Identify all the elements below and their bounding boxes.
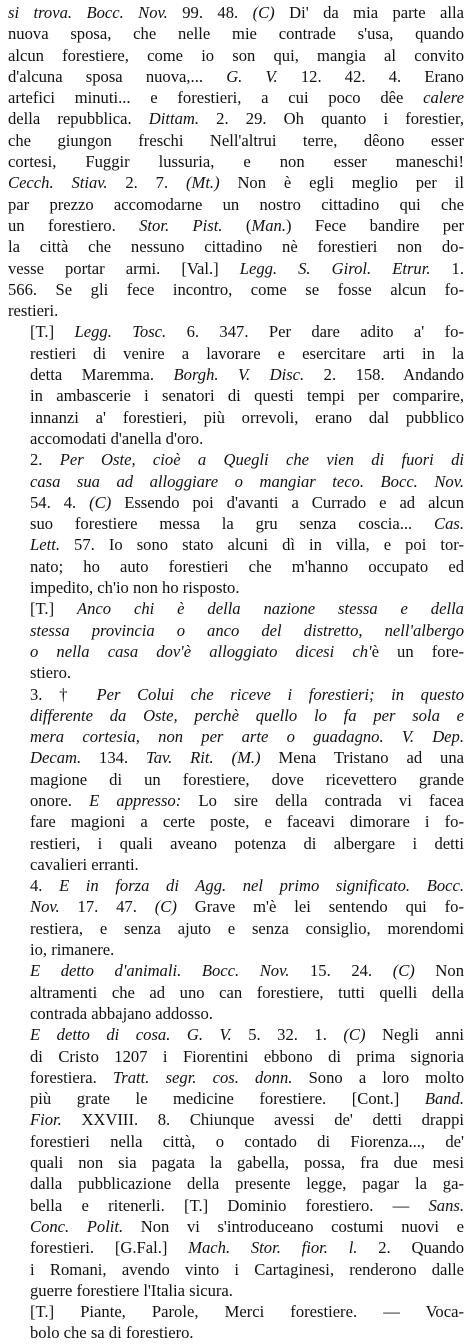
text-line bbox=[8, 385, 464, 406]
italic-text: E in forza di Agg. nel primo significato. Bocc. bbox=[59, 876, 464, 896]
text-line bbox=[8, 236, 464, 257]
text-line bbox=[8, 875, 464, 896]
text-line bbox=[8, 1088, 464, 1109]
italic-text: mera cortesia, non per arte o guadagno. V. Dep. bbox=[30, 727, 464, 747]
text-segment: Grave m'è lei sentendo qui fo- bbox=[176, 897, 464, 917]
text-segment: alcun forestiere, come io son qui, mangia al convito bbox=[8, 45, 464, 65]
text-segment: 1. bbox=[430, 258, 464, 278]
text-segment: io, rimanere. bbox=[30, 940, 115, 960]
text-segment: 134. bbox=[81, 748, 146, 768]
text-segment: impedito, ch'io non ho risposto. bbox=[30, 578, 240, 598]
italic-text: Decam. bbox=[30, 748, 82, 768]
text-segment: è un fore- bbox=[371, 641, 464, 661]
text-segment: più grate le medicine forestiere. [Cont.] bbox=[30, 1089, 425, 1109]
italic-text: Tratt. segr. cos. donn. bbox=[112, 1067, 293, 1087]
text-segment: forestiera. bbox=[30, 1067, 113, 1087]
text-line bbox=[8, 1046, 464, 1067]
text-segment: d'alcuna sposa nuova,... bbox=[8, 66, 227, 86]
text-segment: Non vi s'introduceano costumi nuovi e bbox=[123, 1216, 464, 1236]
text-line bbox=[8, 1152, 464, 1173]
italic-text: Legg. Tosc. bbox=[74, 322, 167, 342]
text-segment: 54. 4. bbox=[30, 492, 90, 512]
text-segment: bella e ritenerli. [T.] Dominio forestiero. — bbox=[30, 1195, 429, 1215]
entry-paragraph bbox=[8, 1024, 464, 1301]
text-segment: 2. Quando bbox=[357, 1238, 464, 1258]
text-segment: 5. 32. 1. bbox=[231, 1025, 344, 1045]
text-segment: restiera, e senza ajuto e senza consiglio, morendomi bbox=[30, 918, 464, 938]
italic-text: (C) bbox=[252, 3, 275, 22]
text-line bbox=[8, 87, 464, 108]
text-segment: nato; ho auto forestieri che m'hanno occupato ed bbox=[30, 556, 464, 576]
italic-text: Cecch. Stiav. bbox=[8, 173, 108, 193]
text-line bbox=[8, 1216, 464, 1237]
entry-paragraph bbox=[8, 2, 464, 321]
text-line bbox=[8, 66, 464, 87]
entry-paragraph bbox=[8, 1301, 464, 1344]
entry-paragraph bbox=[8, 960, 464, 1024]
italic-text: Lett. bbox=[30, 535, 60, 555]
text-segment: 3. † bbox=[30, 684, 97, 704]
italic-text: Per Oste, cioè a Quegli che vien di fuori di bbox=[59, 450, 464, 470]
italic-text: Legg. S. Girol. Etrur. bbox=[239, 258, 431, 278]
text-line bbox=[8, 833, 464, 854]
text-segment: Essendo poi d'avanti a Currado e ad alcun bbox=[111, 492, 464, 512]
italic-text: Conc. Polit. bbox=[30, 1216, 124, 1236]
text-segment: XXVIII. 8. Chiunque avessi de' detti drappi bbox=[61, 1110, 464, 1130]
entry-paragraph bbox=[8, 875, 464, 960]
text-segment: 17. 47. bbox=[59, 897, 155, 917]
text-segment: onore. bbox=[30, 790, 90, 810]
text-line bbox=[8, 364, 464, 385]
italic-text: (C) bbox=[89, 492, 112, 512]
entry-paragraph bbox=[8, 321, 464, 449]
italic-text: (C) bbox=[343, 1025, 366, 1045]
italic-text: Anco chi è della nazione stessa e della bbox=[77, 599, 464, 619]
text-segment: contrada abbajano addosso. bbox=[30, 1003, 213, 1023]
text-line bbox=[8, 896, 464, 917]
text-segment: magione di un forestiere, dove ricevettero grande bbox=[30, 769, 464, 789]
text-line bbox=[8, 854, 464, 875]
text-line bbox=[8, 556, 464, 577]
italic-text: stessa provincia o anco del distretto, nell'albergo bbox=[30, 620, 464, 640]
text-segment: dalla pubblicazione della presente legge, pagar la ga- bbox=[30, 1174, 464, 1194]
text-segment: restieri, i quali aveano potenza di albergare i detti bbox=[30, 833, 464, 853]
text-segment: stiero. bbox=[30, 663, 72, 683]
text-segment: accomodati d'anella d'oro. bbox=[30, 428, 204, 448]
text-segment: guerre forestiere l'Italia sicura. bbox=[30, 1280, 233, 1300]
italic-text: casa sua ad alloggiare o mangiar teco. Bocc. Nov. bbox=[30, 471, 464, 491]
text-line bbox=[8, 598, 464, 619]
text-line bbox=[8, 45, 464, 66]
text-line bbox=[8, 215, 464, 236]
text-segment: Non bbox=[414, 961, 464, 981]
text-segment: suo forestiere messa la gru senza coscia... bbox=[30, 514, 435, 534]
text-segment: 57. Io sono stato alcuni dì in villa, e poi tor- bbox=[59, 535, 464, 555]
text-line bbox=[8, 471, 464, 492]
text-segment: quali non sia pagata la gabella, possa, fra due mesi bbox=[30, 1153, 464, 1173]
text-line bbox=[8, 620, 464, 641]
text-segment: restieri di venire a lavorare e esercitare arti in la bbox=[30, 343, 464, 363]
text-segment: Mena Tristano ad una bbox=[260, 748, 464, 768]
text-segment: cortesi, Fuggir lussuria, e non esser maneschi! bbox=[8, 152, 464, 172]
entry-paragraph bbox=[8, 684, 464, 876]
text-line bbox=[8, 1024, 464, 1045]
text-segment: 2. bbox=[30, 450, 60, 470]
italic-text: Fior. bbox=[30, 1110, 62, 1130]
text-line bbox=[8, 108, 464, 129]
text-line bbox=[8, 1280, 464, 1301]
text-segment: Lo sire della contrada vi facea bbox=[181, 790, 464, 810]
italic-text: (C) bbox=[154, 897, 177, 917]
text-line bbox=[8, 662, 464, 683]
text-segment: 2. 29. Oh quanto i forestier, bbox=[199, 109, 464, 129]
text-segment: restieri. bbox=[8, 301, 59, 321]
text-line bbox=[8, 982, 464, 1003]
text-segment: un forestiero. bbox=[8, 215, 140, 235]
text-line bbox=[8, 769, 464, 790]
text-line bbox=[8, 641, 464, 662]
text-line bbox=[8, 130, 464, 151]
text-line bbox=[8, 684, 464, 705]
text-line bbox=[8, 449, 464, 470]
text-segment: [T.] bbox=[30, 599, 77, 619]
text-line bbox=[8, 1003, 464, 1024]
text-line bbox=[8, 279, 464, 300]
text-segment: innanzi a' forestieri, più orrevoli, erano dal pubblico bbox=[30, 407, 464, 427]
text-segment: i Romani, avendo vinto i Cartaginesi, renderono dalle bbox=[30, 1259, 464, 1279]
text-segment: della repubblica. bbox=[8, 109, 149, 129]
text-line bbox=[8, 747, 464, 768]
entry-paragraph bbox=[8, 449, 464, 598]
text-line bbox=[8, 300, 464, 321]
text-segment: 6. 347. Per dare adito a' fo- bbox=[166, 322, 464, 342]
italic-text: E appresso: bbox=[89, 790, 182, 810]
entry-paragraph bbox=[8, 598, 464, 683]
text-segment: 2. 158. Andando bbox=[304, 365, 464, 385]
text-line bbox=[8, 1301, 464, 1322]
text-segment: [T.] Piante, Parole, Merci forestiere. — Voca- bbox=[30, 1302, 464, 1322]
italic-text: Cas. bbox=[434, 514, 464, 534]
text-segment: [T.] bbox=[30, 322, 75, 342]
text-line bbox=[8, 811, 464, 832]
text-segment: detta Maremma. bbox=[30, 365, 174, 385]
text-segment: bolo che sa di forestiero. bbox=[30, 1323, 194, 1343]
text-segment: 4. bbox=[30, 876, 60, 896]
text-segment: ( bbox=[222, 215, 252, 235]
text-segment: ) Fece bandire per bbox=[285, 215, 464, 235]
text-line bbox=[8, 960, 464, 981]
text-line bbox=[8, 492, 464, 513]
italic-text: Dittam. bbox=[148, 109, 199, 129]
italic-text: G. V. bbox=[226, 66, 278, 86]
text-segment: la città che nessuno cittadino nè forestieri non do- bbox=[8, 237, 464, 257]
text-line bbox=[8, 513, 464, 534]
text-line bbox=[8, 790, 464, 811]
text-segment: in ambascerie i senatori di questi tempi per comparire, bbox=[30, 386, 464, 406]
text-segment: 566. Se gli fece incontro, come se fosse alcun fo- bbox=[8, 279, 464, 299]
text-line bbox=[8, 1109, 464, 1130]
text-line bbox=[8, 577, 464, 598]
text-segment: 12. 42. 4. Erano bbox=[277, 66, 464, 86]
text-segment: altramenti che ad uno can forestiere, tutti quelli della bbox=[30, 982, 464, 1002]
text-line bbox=[8, 172, 464, 193]
text-line bbox=[8, 1237, 464, 1258]
italic-text: Stor. Pist. bbox=[139, 215, 223, 235]
text-line bbox=[8, 1322, 464, 1343]
text-segment: 99. 48. bbox=[167, 3, 253, 22]
text-line bbox=[8, 918, 464, 939]
text-segment: di Cristo 1207 i Fiorentini ebbono di prima signoria bbox=[30, 1046, 464, 1066]
text-segment: vesse portar armi. [Val.] bbox=[8, 258, 240, 278]
text-segment: nuova sposa, che nelle mie contrade s'usa, quando bbox=[8, 24, 464, 44]
text-line bbox=[8, 1131, 464, 1152]
text-segment: Sono a loro molto bbox=[292, 1067, 464, 1087]
italic-text: E detto di cosa. G. V. bbox=[30, 1025, 232, 1045]
text-segment: 15. 24. bbox=[289, 961, 393, 981]
italic-text: E detto d'animali. Bocc. Nov. bbox=[30, 961, 290, 981]
text-line bbox=[8, 1195, 464, 1216]
text-line bbox=[8, 428, 464, 449]
text-line bbox=[8, 534, 464, 555]
text-segment: Di' da mia parte alla bbox=[274, 3, 464, 22]
text-segment: cavalieri erranti. bbox=[30, 854, 139, 874]
text-segment: forestieri. [G.Fal.] bbox=[30, 1238, 189, 1258]
italic-text: Tav. Rit. (M.) bbox=[145, 748, 261, 768]
italic-text: differente da Oste, perchè quello lo fa per sola e bbox=[30, 705, 464, 725]
text-line bbox=[8, 1067, 464, 1088]
italic-text: Man. bbox=[251, 215, 286, 235]
text-line bbox=[8, 258, 464, 279]
italic-text: si trova. Bocc. Nov. bbox=[8, 3, 168, 22]
text-line bbox=[8, 2, 464, 23]
text-line bbox=[8, 407, 464, 428]
italic-text: Nov. bbox=[30, 897, 60, 917]
text-segment: par prezzo accomodarne un nostro cittadino qui che bbox=[8, 194, 464, 214]
text-line bbox=[8, 1259, 464, 1280]
italic-text: o nella casa dov'è alloggiato dicesi ch' bbox=[30, 641, 372, 661]
text-segment: forestieri nella città, o contado di Fiorenza..., de' bbox=[30, 1131, 464, 1151]
text-line bbox=[8, 726, 464, 747]
text-segment: fare magioni a certe poste, e faceavi dimorare i fo- bbox=[30, 812, 464, 832]
text-segment: Negli anni bbox=[365, 1025, 464, 1045]
italic-text: (C) bbox=[392, 961, 415, 981]
italic-text: Band. bbox=[424, 1089, 464, 1109]
text-segment: 2. 7. bbox=[107, 173, 186, 193]
text-line bbox=[8, 939, 464, 960]
text-segment: Non è egli meglio per il bbox=[219, 173, 464, 193]
italic-text: Per Colui che riceve i forestieri; in questo bbox=[96, 684, 464, 704]
text-line bbox=[8, 194, 464, 215]
italic-text: Sans. bbox=[428, 1195, 464, 1215]
text-line bbox=[8, 705, 464, 726]
text-line bbox=[8, 1173, 464, 1194]
text-line bbox=[8, 151, 464, 172]
italic-text: calere bbox=[423, 88, 464, 108]
italic-text: (Mt.) bbox=[185, 173, 220, 193]
text-segment: che giungon freschi Nell'altrui terre, dêono esser bbox=[8, 130, 464, 150]
text-line bbox=[8, 343, 464, 364]
text-segment: artefici minuti... e forestieri, a cui poco dêe bbox=[8, 88, 424, 108]
italic-text: Borgh. V. Disc. bbox=[173, 365, 305, 385]
italic-text: Mach. Stor. fior. l. bbox=[188, 1238, 358, 1258]
text-line bbox=[8, 321, 464, 342]
text-line bbox=[8, 23, 464, 44]
